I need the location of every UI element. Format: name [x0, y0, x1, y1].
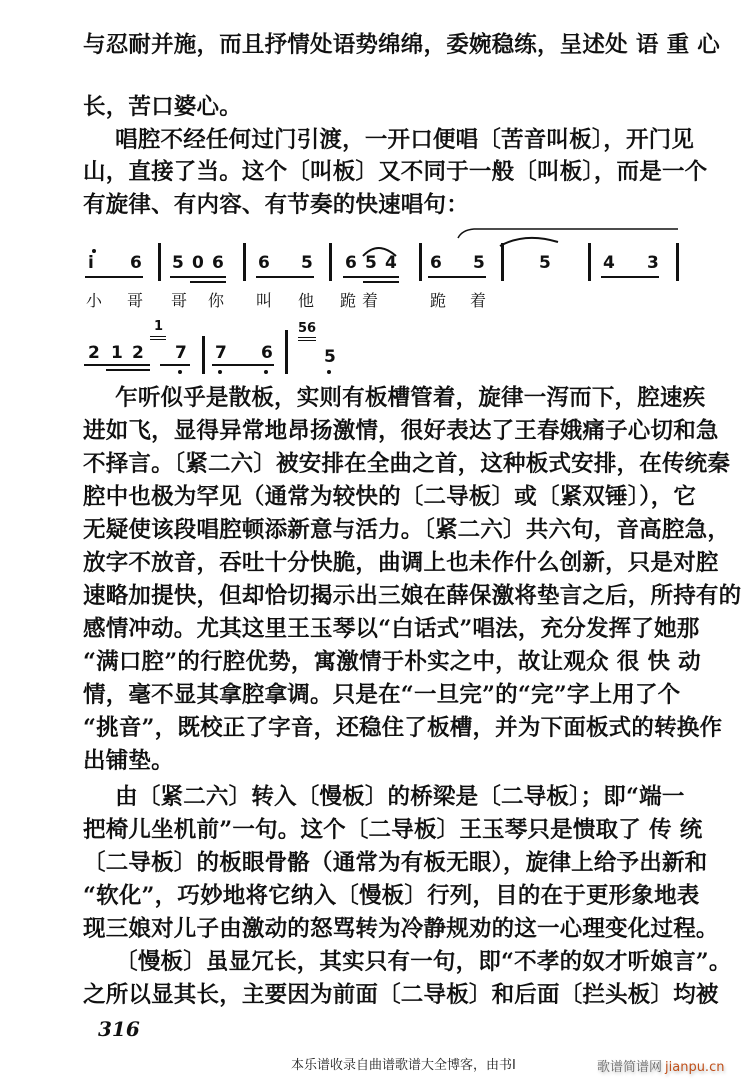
text-line: 感情冲动。尤其这里王玉琴以“白话式”唱法，充分发挥了她那: [83, 616, 700, 642]
page-number: 316: [98, 1017, 140, 1041]
text-line: “满口腔”的行腔优势，寓激情于朴实之中，故让观众 很 快 动: [83, 649, 701, 675]
lyric: 哥: [171, 291, 188, 310]
text-line: 唱腔不经任何过门引渡，一开口便唱〔苦音叫板〕，开门见: [83, 127, 695, 153]
note: 1: [111, 343, 123, 363]
grace-note: 56: [298, 321, 317, 336]
beam: [601, 276, 659, 278]
text-line: 不择言。〔紧二六〕被安排在全曲之首，这种板式安排，在传统秦: [83, 451, 731, 477]
high-octave-dot: [92, 249, 96, 253]
note: 5: [301, 253, 313, 273]
text-line: 无疑使该段唱腔顿添新意与活力。〔紧二六〕共六句，音高腔急，: [83, 517, 731, 543]
text-line: 速略加提快，但却恰切揭示出三娘在薛保激将垫言之后，所持有的: [83, 583, 742, 609]
beam: [256, 276, 314, 278]
barline: [158, 243, 161, 281]
note: 6: [261, 343, 273, 363]
barline: [329, 243, 332, 281]
low-octave-dot: [264, 370, 268, 374]
source-footer: 本乐谱收录自曲谱歌谱大全博客，由书Ⅰ: [291, 1058, 516, 1073]
grace-note: 1: [154, 319, 164, 334]
note: 6: [430, 253, 442, 273]
barline: [243, 243, 246, 281]
lyric: 跪: [430, 291, 447, 310]
text-line: 情，毫不显其拿腔拿调。只是在“一旦完”的“完”字上用了个: [83, 682, 681, 708]
beam: [212, 364, 274, 366]
lyric: 你: [208, 291, 225, 310]
text-line: 放字不放音，吞吐十分快脆，曲调上也未作什么创新，只是对腔: [83, 550, 719, 576]
slur: [360, 242, 400, 258]
note: 6: [130, 253, 142, 273]
note: 5: [172, 253, 184, 273]
note: 0: [192, 253, 204, 273]
text-line: 乍听似乎是散板，实则有板槽管着，旋律一泻而下，腔速疾: [83, 385, 706, 411]
note: 5: [473, 253, 485, 273]
lyric: 跪: [340, 291, 357, 310]
barline: [202, 336, 205, 374]
beam: [343, 276, 399, 278]
beam: [190, 281, 226, 283]
text-line: “挑音”，既校正了字音，还稳住了板槽，并为下面板式的转换作: [83, 715, 723, 741]
grace-beam: [298, 340, 316, 341]
lyric: 小: [86, 291, 103, 310]
grace-beam: [298, 337, 316, 338]
low-octave-dot: [218, 370, 222, 374]
beam: [85, 276, 143, 278]
lyric: 他: [298, 291, 315, 310]
note: 5: [539, 253, 551, 273]
watermark: [597, 1056, 724, 1075]
note: 3: [647, 253, 659, 273]
text-line: 把椅儿坐机前”一句。这个〔二导板〕王玉琴只是愦取了 传 统: [83, 817, 703, 843]
barline: [419, 243, 422, 281]
lyric: 哥: [127, 291, 144, 310]
text-line: 与忍耐并施，而且抒情处语势绵绵，委婉稳练，呈述处 语 重 心: [83, 32, 721, 58]
grace-beam: [150, 336, 166, 337]
beam: [84, 364, 150, 366]
text-line: 由〔紧二六〕转入〔慢板〕的桥梁是〔二导板〕；即“端一: [83, 784, 685, 810]
text-line: 有旋律、有内容、有节奏的快速唱句：: [83, 192, 469, 218]
text-line: 腔中也极为罕见（通常为较快的〔二导板〕或〔紧双锤〕），它: [83, 484, 697, 510]
note: 4: [385, 253, 397, 273]
text-line: “软化”，巧妙地将它纳入〔慢板〕行列，目的在于更形象地表: [83, 883, 700, 909]
note: i: [88, 253, 94, 273]
text-line: 进如飞，显得异常地昂扬激情，很好表达了王春娥痛子心切和急: [83, 418, 719, 444]
text-line: 山，直接了当。这个〔叫板〕又不同于一般〔叫板〕，而是一个: [83, 159, 708, 185]
note: 2: [88, 343, 100, 363]
barline: [285, 330, 288, 374]
grace-beam: [150, 339, 166, 340]
text-line: 现三娘对儿子由激动的怒骂转为冷静规劝的这一心理变化过程。: [83, 916, 719, 942]
low-octave-dot: [178, 370, 182, 374]
text-line: 长，苦口婆心。: [83, 94, 242, 120]
text-line: 出铺垫。: [83, 748, 174, 774]
watermark-domain: jianpu.cn: [665, 1060, 725, 1075]
note: 4: [603, 253, 615, 273]
lyric: 叫: [256, 291, 273, 310]
low-octave-dot: [327, 370, 331, 374]
note: 5: [324, 347, 336, 367]
watermark-site: 歌谱简谱网: [597, 1060, 663, 1075]
beam: [106, 369, 150, 371]
beam: [363, 281, 399, 283]
note: 6: [258, 253, 270, 273]
beam: [428, 276, 486, 278]
beam: [170, 276, 226, 278]
text-line: 〔慢板〕虽显冗长，其实只有一句，即“不孝的奴才听娘言”。: [83, 949, 732, 975]
note: 6: [345, 253, 357, 273]
note: 6: [212, 253, 224, 273]
note: 7: [215, 343, 227, 363]
note: 2: [132, 343, 144, 363]
lyric: 着: [362, 291, 379, 310]
lyric: 着: [470, 291, 487, 310]
beam: [160, 364, 190, 366]
phrase-slur: [440, 226, 680, 266]
text-line: 〔二导板〕的板眼骨骼（通常为有板无眼），旋律上给予出新和: [83, 850, 708, 876]
note: 5: [365, 253, 377, 273]
note: 7: [175, 343, 187, 363]
text-line: 之所以显其长，主要因为前面〔二导板〕和后面〔拦头板〕均被: [83, 982, 719, 1008]
